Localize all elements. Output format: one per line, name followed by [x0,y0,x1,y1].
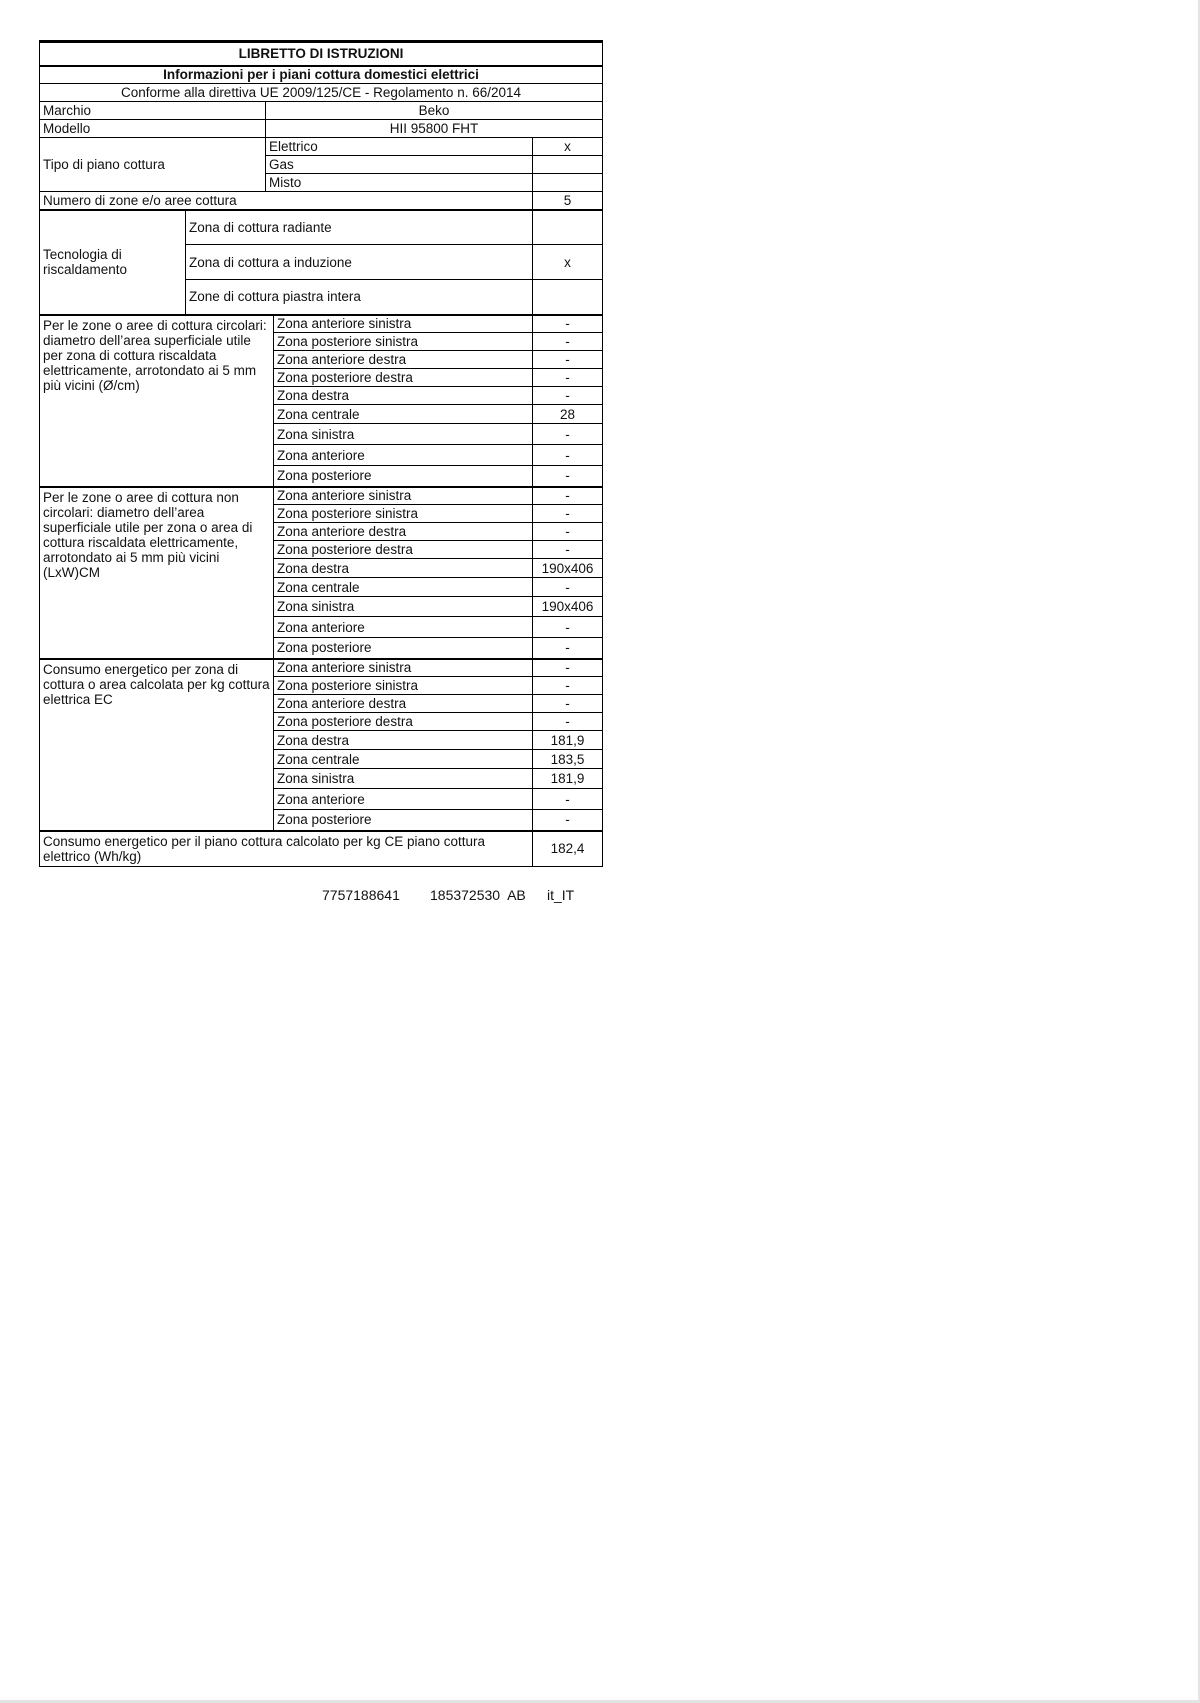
zone-name: Zona anteriore sinistra [274,315,533,333]
zone-value: - [533,351,603,369]
zone-value: 28 [533,405,603,424]
zone-value: - [533,638,603,659]
zone-value: - [533,713,603,731]
heating-tech-label: Tecnologia di riscaldamento [40,210,186,315]
document-title: LIBRETTO DI ISTRUZIONI [40,42,603,66]
compliance-note: Conforme alla direttiva UE 2009/125/CE - Regolamento n. 66/2014 [40,84,603,102]
total-consumption-value: 182,4 [533,831,603,867]
zone-value: - [533,789,603,810]
zone-value: 190x406 [533,559,603,578]
zone-value: - [533,445,603,466]
zone-name: Zona centrale [274,578,533,597]
hob-type-option: Misto [266,174,533,192]
zone-value: - [533,369,603,387]
zone-name: Zona posteriore sinistra [274,333,533,351]
heating-value [533,280,603,315]
zone-value: - [533,659,603,677]
zone-name: Zona anteriore sinistra [274,659,533,677]
heating-value: x [533,245,603,280]
footer-code-2: 185372530 AB [430,887,526,903]
brand-label: Marchio [40,102,266,120]
zone-value: - [533,617,603,638]
zone-name: Zona sinistra [274,424,533,445]
zone-value: - [533,523,603,541]
zone-name: Zona posteriore destra [274,713,533,731]
hob-type-value [533,174,603,192]
model-value: HII 95800 FHT [266,120,603,138]
heating-value [533,210,603,245]
zone-name: Zona centrale [274,405,533,424]
brand-value: Beko [266,102,603,120]
zone-name: Zona posteriore [274,466,533,487]
zone-name: Zona anteriore destra [274,351,533,369]
hob-type-option: Elettrico [266,138,533,156]
zone-name: Zona sinistra [274,597,533,617]
zone-name: Zona destra [274,559,533,578]
zone-value: 181,9 [533,769,603,789]
hob-type-label: Tipo di piano cottura [40,138,266,192]
energy-info-table [39,40,603,867]
zone-value: - [533,505,603,523]
zone-value: - [533,387,603,405]
zones-count-label: Numero di zone e/o aree cottura [40,192,533,210]
zone-value: - [533,541,603,559]
zone-name: Zona posteriore destra [274,369,533,387]
zone-name: Zona posteriore sinistra [274,505,533,523]
zone-value: - [533,424,603,445]
noncircular-zones-label: Per le zone o aree di cottura non circolari: diametro dell’area superficiale utile per zona o area di cottura riscaldata elettricamente, arrotondato ai 5 mm più vicini (LxW)CM [40,487,274,659]
hob-type-value: x [533,138,603,156]
heating-option: Zone di cottura piastra intera [186,280,533,315]
heating-option: Zona di cottura radiante [186,210,533,245]
zone-name: Zona posteriore [274,638,533,659]
zone-value: - [533,578,603,597]
zone-value: - [533,333,603,351]
zone-name: Zona destra [274,387,533,405]
zone-value: 181,9 [533,731,603,750]
zone-name: Zona posteriore [274,810,533,831]
zone-value: - [533,315,603,333]
zone-consumption-label: Consumo energetico per zona di cottura o area calcolata per kg cottura elettrica EC [40,659,274,831]
zone-name: Zona posteriore sinistra [274,677,533,695]
zone-name: Zona posteriore destra [274,541,533,559]
zone-value: - [533,466,603,487]
footer-locale: it_IT [547,887,575,903]
zone-value: - [533,677,603,695]
hob-type-option: Gas [266,156,533,174]
zone-name: Zona anteriore destra [274,523,533,541]
zone-name: Zona anteriore sinistra [274,487,533,505]
zone-value: 183,5 [533,750,603,769]
zone-name: Zona anteriore destra [274,695,533,713]
footer-code-1: 7757188641 [322,887,400,903]
zone-value: - [533,487,603,505]
zone-name: Zona anteriore [274,617,533,638]
model-label: Modello [40,120,266,138]
zone-value: - [533,695,603,713]
document-subtitle: Informazioni per i piani cottura domestici elettrici [40,66,603,84]
zone-value: 190x406 [533,597,603,617]
zone-name: Zona centrale [274,750,533,769]
zone-name: Zona anteriore [274,789,533,810]
zones-count-value: 5 [533,192,603,210]
total-consumption-label: Consumo energetico per il piano cottura calcolato per kg CE piano cottura elettrico (Wh/kg) [40,831,533,867]
zone-name: Zona sinistra [274,769,533,789]
zone-value: - [533,810,603,831]
circular-zones-label: Per le zone o aree di cottura circolari: diametro dell’area superficiale utile per zona di cottura riscaldata elettricamente, arrotondato ai 5 mm più vicini (Ø/cm) [40,315,274,487]
zone-name: Zona anteriore [274,445,533,466]
heating-option: Zona di cottura a induzione [186,245,533,280]
zone-name: Zona destra [274,731,533,750]
hob-type-value [533,156,603,174]
